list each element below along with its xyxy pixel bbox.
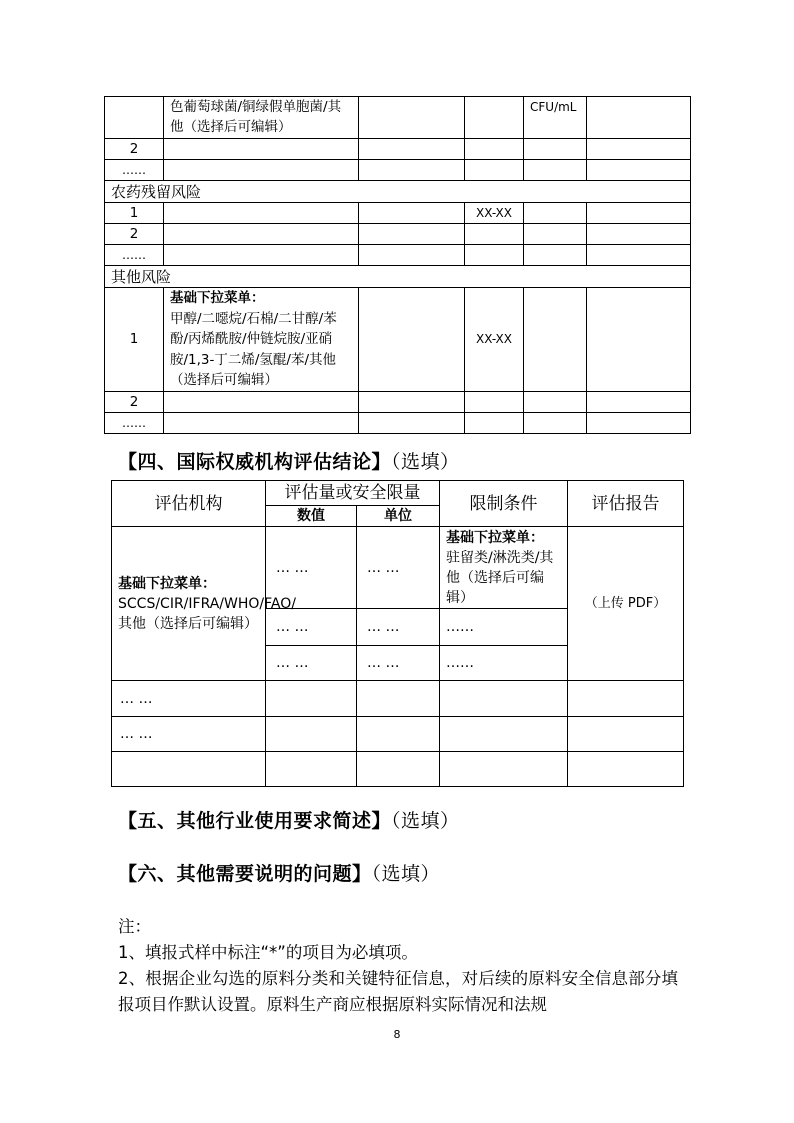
table-row: …… [105, 160, 691, 181]
section6-heading: 【六、其他需要说明的问题】（选填） [118, 863, 441, 885]
section5-heading: 【五、其他行业使用要求简述】（选填） [118, 810, 460, 832]
table-row: 2 [105, 139, 691, 160]
other-risk-title: 其他风险 [105, 266, 691, 288]
conditions-dropdown[interactable]: 基础下拉菜单： 驻留类/淋洗类/其他（选择后可编辑） [440, 527, 568, 609]
table-row: … … … … …… [112, 646, 684, 681]
other-risk-dropdown[interactable]: 基础下拉菜单： 甲醇/二噁烷/石棉/二甘醇/苯酚/丙烯酰胺/仲链烷胺/亚硝胺/1,3-丁二烯/氢醌/苯/其他（选择后可编辑） [164, 288, 359, 392]
table-row: 基础下拉菜单： SCCS/CIR/IFRA/WHO/FAO/其他（选择后可编辑） … … … … 基础下拉菜单： 驻留类/淋洗类/其他（选择后可编辑） （上传 PDF） [112, 527, 684, 609]
notes-label: 注： [118, 917, 151, 936]
table-row [105, 97, 691, 139]
col-header-conditions: 限制条件 [440, 481, 568, 527]
agency-dropdown[interactable]: 基础下拉菜单： SCCS/CIR/IFRA/WHO/FAO/其他（选择后可编辑） [112, 527, 266, 681]
upload-pdf-button[interactable]: （上传 PDF） [568, 527, 684, 681]
table-row: … … … … …… [112, 609, 684, 646]
col-header-report: 评估报告 [568, 481, 684, 527]
table-row: 1 XX-XX [105, 203, 691, 224]
note-item: 1、填报式样中标注“*”的项目为必填项。 [118, 943, 418, 962]
table-row: … … [112, 681, 684, 717]
col-header-agency: 评估机构 [112, 481, 266, 527]
table-row: 1 基础下拉菜单： 甲醇/二噁烷/石棉/二甘醇/苯酚/丙烯酰胺/仲链烷胺/亚硝胺/1,3-丁二烯/氢醌/苯/其他（选择后可编辑） XX-XX [105, 288, 691, 392]
col-header-value: 数值 [266, 506, 357, 527]
page-number: 8 [393, 1028, 401, 1041]
table-row: 2 [105, 224, 691, 245]
table-row [112, 752, 684, 787]
section4-heading: 【四、国际权威机构评估结论】（选填） [118, 451, 460, 473]
microbe-options[interactable]: 色葡萄球菌/铜绿假单胞菌/其他（选择后可编辑） [164, 97, 359, 139]
section-row [105, 181, 691, 203]
note-item: 2、根据企业勾选的原料分类和关键特征信息，对后续的原料安全信息部分填报项目作默认设置。原料生产商应根据原料实际情况和法规 [118, 969, 678, 1014]
unit-cell: CFU/mL [524, 97, 587, 139]
section-row [105, 266, 691, 288]
table-row: 2 [105, 391, 691, 412]
table-row: …… [105, 412, 691, 433]
col-header-unit: 单位 [357, 506, 440, 527]
risk-table [104, 96, 691, 434]
pesticide-risk-title: 农药残留风险 [105, 181, 691, 203]
table-row: … … [112, 717, 684, 752]
assessment-table [111, 480, 684, 787]
table-row: …… [105, 245, 691, 266]
notes [118, 914, 678, 1018]
col-header-limit: 评估量或安全限量 [266, 481, 440, 506]
table-header-row [112, 481, 684, 506]
